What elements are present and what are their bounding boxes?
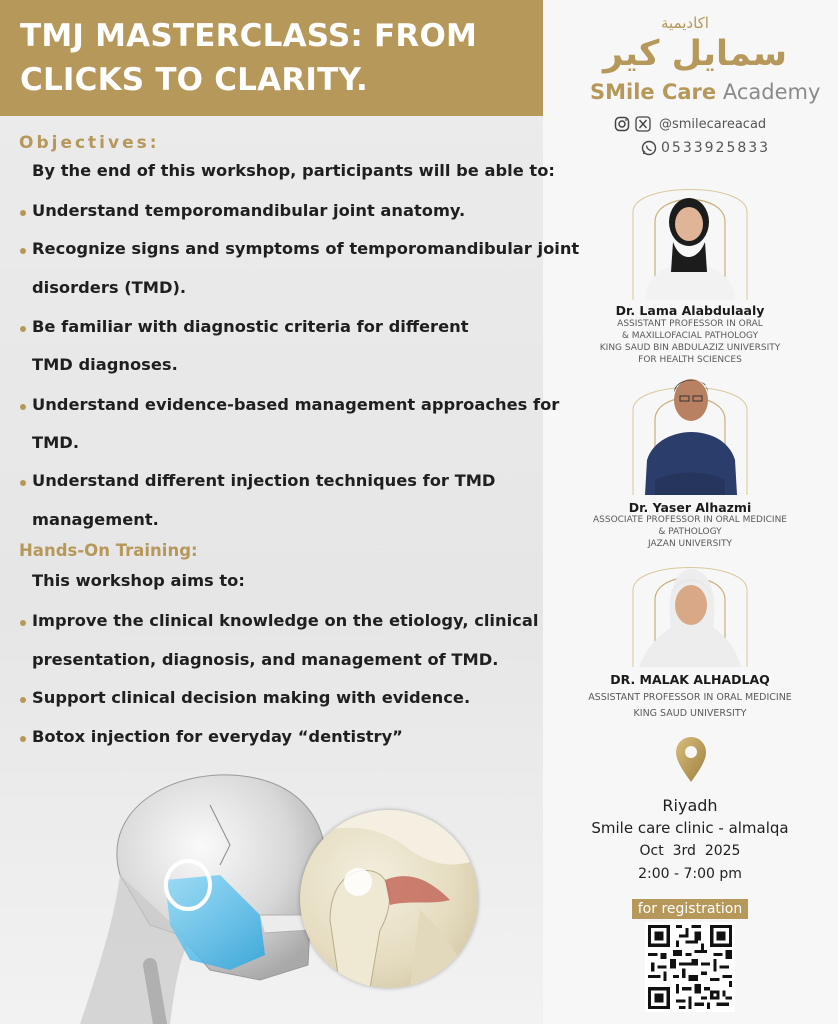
objectives-intro: By the end of this workshop, participants will be able to: — [32, 161, 555, 180]
speaker-photo-1 — [625, 182, 755, 300]
credential-line: & MAXILLOFACIAL PATHOLOGY — [621, 331, 759, 341]
credential-line: KING SAUD UNIVERSITY — [633, 708, 747, 719]
instagram-icon[interactable] — [614, 116, 630, 132]
speaker-3-name: DR. MALAK ALHADLAQ — [610, 672, 770, 687]
event-time: 2:00 - 7:00 pm — [638, 866, 742, 882]
speaker-1-name: Dr. Lama Alabdulaaly — [615, 303, 765, 318]
social-row — [614, 116, 766, 132]
whatsapp-icon[interactable] — [641, 140, 657, 156]
tmj-joint-closeup — [300, 810, 478, 988]
objectives-heading: Objectives: — [19, 133, 160, 153]
x-icon[interactable] — [635, 116, 651, 132]
objective-item-continued: management. — [32, 510, 159, 529]
handson-heading: Hands-On Training: — [19, 541, 198, 560]
objective-item: Understand evidence-based management approaches for — [32, 395, 560, 414]
objective-item-continued: TMD diagnoses. — [32, 355, 178, 374]
credential-line: ASSISTANT PROFESSOR IN ORAL — [617, 319, 763, 329]
speaker-3-credentials — [560, 690, 820, 722]
credential-line: FOR HEALTH SCIENCES — [638, 355, 742, 365]
handson-item: Support clinical decision making with evidence. — [32, 688, 471, 707]
speaker-1-credentials — [560, 318, 820, 366]
objective-item-continued: TMD. — [32, 433, 80, 452]
logo-brand-name: SMile Care — [590, 80, 717, 104]
objective-item: Be familiar with diagnostic criteria for different — [32, 317, 469, 336]
credential-line: & PATHOLOGY — [658, 527, 722, 537]
credential-line: ASSISTANT PROFESSOR IN ORAL MEDICINE — [588, 692, 792, 703]
logo-arabic-name: سمايل كير — [602, 34, 787, 74]
credential-line: JAZAN UNIVERSITY — [647, 539, 732, 549]
title-band — [0, 0, 543, 116]
handson-intro: This workshop aims to: — [32, 571, 245, 590]
logo-brand-suffix: Academy — [716, 80, 821, 104]
speaker-2-name: Dr. Yaser Alhazmi — [628, 500, 752, 515]
location-pin-icon — [674, 737, 708, 783]
joint-icon — [300, 810, 478, 988]
phone-number[interactable]: 0533925833 — [661, 140, 771, 156]
speaker-2-credentials — [560, 514, 820, 550]
social-handle[interactable]: @smilecareacad — [659, 116, 767, 132]
credential-line: KING SAUD BIN ABDULAZIZ UNIVERSITY — [599, 343, 781, 353]
registration-label: for registration — [632, 899, 748, 919]
credential-line: ASSOCIATE PROFESSOR IN ORAL MEDICINE — [592, 515, 787, 525]
registration-qr-code[interactable] — [645, 922, 735, 1012]
phone-row — [641, 140, 770, 156]
location-city: Riyadh — [662, 796, 718, 815]
handson-item: Improve the clinical knowledge on the etiology, clinical — [32, 611, 539, 630]
logo-arabic-subtitle: اكاديمية — [661, 14, 709, 32]
logo-brand — [590, 80, 821, 104]
objective-item-continued: disorders (TMD). — [32, 278, 187, 297]
handson-item-continued: presentation, diagnosis, and management of TMD. — [32, 650, 499, 669]
event-date: Oct 3rd 2025 — [639, 843, 741, 859]
speaker-photo-2 — [625, 370, 755, 495]
objective-item: Recognize signs and symptoms of temporomandibular joint — [32, 239, 580, 258]
objective-item: Understand temporomandibular joint anatomy. — [32, 201, 466, 220]
speaker-photo-3 — [625, 555, 755, 667]
objective-item: Understand different injection techniques for TMD — [32, 471, 496, 490]
handson-item: Botox injection for everyday “dentistry” — [32, 727, 403, 746]
page-title: TMJ MASTERCLASS: FROM CLICKS TO CLARITY. — [20, 18, 478, 98]
location-venue: Smile care clinic - almalqa — [591, 819, 789, 837]
